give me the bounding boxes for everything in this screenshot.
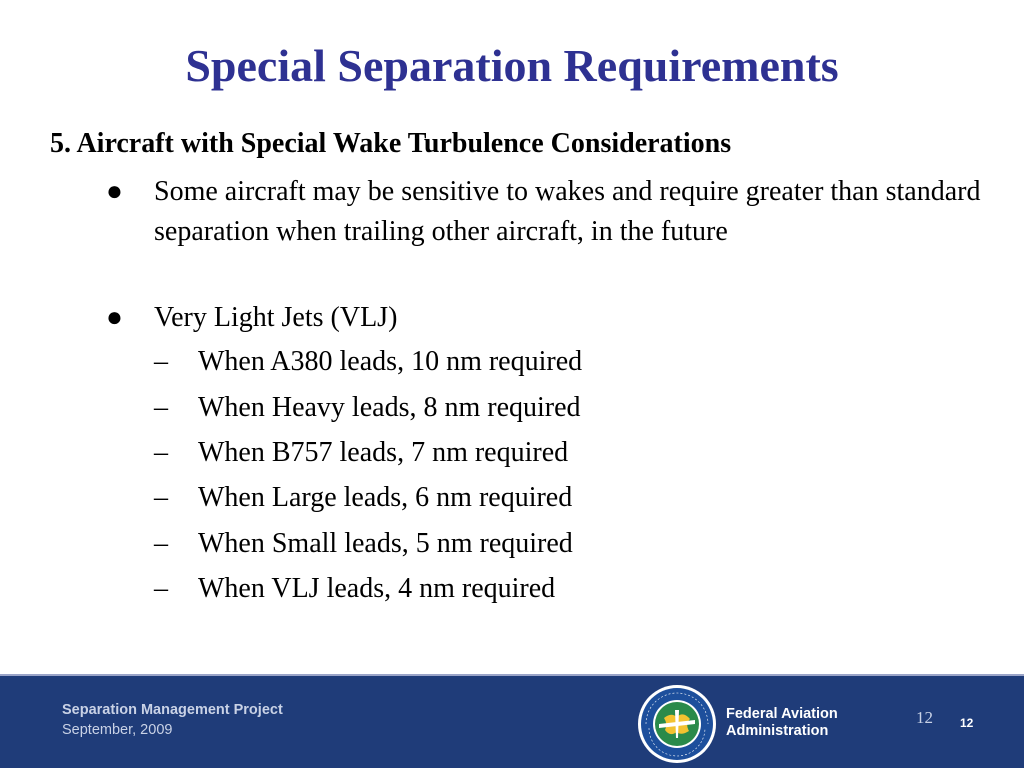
sub-bullet-text: When Large leads, 6 nm required [198,482,573,513]
sub-bullet-text: When B757 leads, 7 nm required [198,437,569,468]
footer-project-name: Separation Management Project [62,702,283,718]
agency-line-1: Federal Aviation [726,706,838,722]
sub-bullet-text: When Heavy leads, 8 nm required [198,392,581,423]
bullet-marker: ● [106,302,123,333]
dash-marker: – [154,392,168,423]
sub-bullet-text: When A380 leads, 10 nm required [198,346,583,377]
sub-bullet-text: When VLJ leads, 4 nm required [198,573,556,604]
bullet-marker: ● [106,176,123,207]
agency-line-2: Administration [726,723,829,739]
dash-marker: – [154,573,168,604]
section-heading: 5. Aircraft with Special Wake Turbulence Considerations [50,128,732,159]
footer-date: September, 2009 [62,722,173,738]
dash-marker: – [154,346,168,377]
dash-marker: – [154,437,168,468]
faa-seal-icon [637,684,717,764]
page-number: 12 [916,708,933,727]
dash-marker: – [154,528,168,559]
slide-title: Special Separation Requirements [185,40,839,91]
bullet-text: Some aircraft may be sensitive to wakes and require greater than standard separation when trailing other aircraft, in the future [154,176,981,247]
dash-marker: – [154,482,168,513]
page-number-small: 12 [960,716,974,730]
bullet-text: Very Light Jets (VLJ) [154,302,398,333]
sub-bullet-text: When Small leads, 5 nm required [198,528,573,559]
footer-agency-name [726,706,838,740]
